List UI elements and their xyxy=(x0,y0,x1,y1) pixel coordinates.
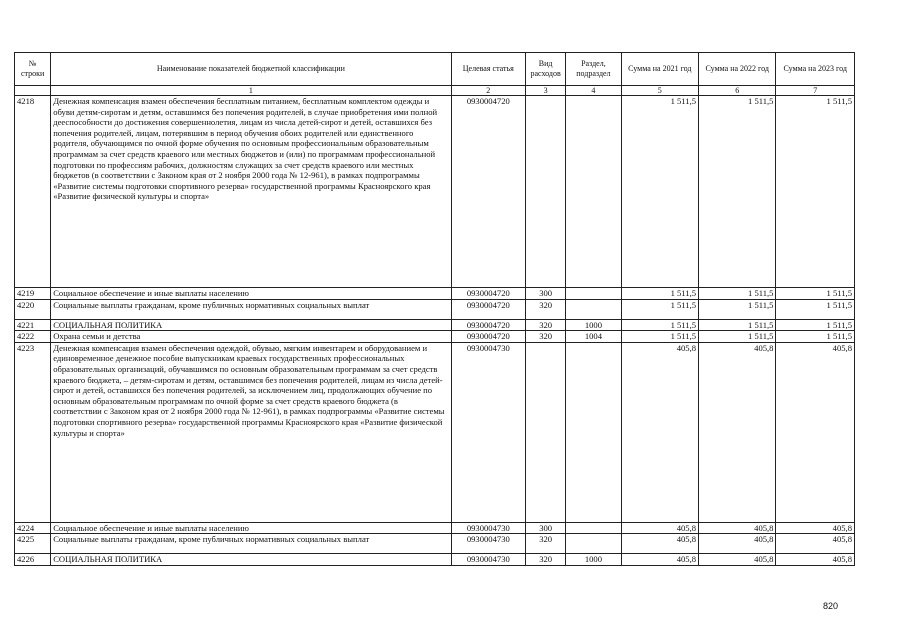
row-sum-2023: 1 511,5 xyxy=(776,319,855,331)
row-target: 0930004720 xyxy=(451,299,525,319)
row-sum-2022: 1 511,5 xyxy=(699,331,776,343)
row-number: 4225 xyxy=(15,534,51,554)
row-section xyxy=(566,522,621,534)
header-name: Наименование показателей бюджетной классификации xyxy=(51,53,451,86)
row-sum-2021: 1 511,5 xyxy=(621,299,698,319)
row-sum-2023: 1 511,5 xyxy=(776,288,855,300)
row-kind xyxy=(526,342,566,522)
row-number: 4220 xyxy=(15,299,51,319)
index-cell-blank xyxy=(15,86,51,96)
row-sum-2023: 405,8 xyxy=(776,554,855,566)
index-cell: 2 xyxy=(451,86,525,96)
row-kind: 320 xyxy=(526,331,566,343)
row-sum-2022: 405,8 xyxy=(699,522,776,534)
row-sum-2022: 1 511,5 xyxy=(699,288,776,300)
row-sum-2023: 1 511,5 xyxy=(776,96,855,288)
row-sum-2021: 1 511,5 xyxy=(621,288,698,300)
row-kind: 320 xyxy=(526,299,566,319)
row-name: Социальное обеспечение и иные выплаты населению xyxy=(51,288,451,300)
header-section: Раздел, подраздел xyxy=(566,53,621,86)
row-name: Социальное обеспечение и иные выплаты населению xyxy=(51,522,451,534)
row-sum-2022: 1 511,5 xyxy=(699,319,776,331)
row-name: Социальные выплаты гражданам, кроме публичных нормативных социальных выплат xyxy=(51,299,451,319)
row-sum-2022: 1 511,5 xyxy=(699,299,776,319)
row-sum-2022: 405,8 xyxy=(699,554,776,566)
row-kind: 300 xyxy=(526,288,566,300)
index-cell: 1 xyxy=(51,86,451,96)
row-sum-2023: 405,8 xyxy=(776,522,855,534)
index-cell: 3 xyxy=(526,86,566,96)
index-cell: 5 xyxy=(621,86,698,96)
row-sum-2023: 405,8 xyxy=(776,534,855,554)
row-sum-2021: 1 511,5 xyxy=(621,96,698,288)
header-sum-2021: Сумма на 2021 год xyxy=(621,53,698,86)
row-kind xyxy=(526,96,566,288)
row-kind: 320 xyxy=(526,554,566,566)
header-sum-2023: Сумма на 2023 год xyxy=(776,53,855,86)
table-row xyxy=(15,342,855,522)
header-sum-2022: Сумма на 2022 год xyxy=(699,53,776,86)
table-row xyxy=(15,534,855,554)
table-row xyxy=(15,96,855,288)
row-sum-2021: 1 511,5 xyxy=(621,319,698,331)
index-cell: 7 xyxy=(776,86,855,96)
row-name: Социальные выплаты гражданам, кроме публичных нормативных социальных выплат xyxy=(51,534,451,554)
row-number: 4224 xyxy=(15,522,51,534)
row-kind: 320 xyxy=(526,534,566,554)
index-cell: 4 xyxy=(566,86,621,96)
header-row xyxy=(15,53,855,86)
table-row xyxy=(15,522,855,534)
row-sum-2023: 1 511,5 xyxy=(776,331,855,343)
row-target: 0930004720 xyxy=(451,288,525,300)
row-section: 1000 xyxy=(566,554,621,566)
row-section xyxy=(566,288,621,300)
row-sum-2023: 1 511,5 xyxy=(776,299,855,319)
row-sum-2021: 405,8 xyxy=(621,522,698,534)
row-target: 0930004730 xyxy=(451,534,525,554)
budget-table xyxy=(14,52,855,566)
row-sum-2022: 1 511,5 xyxy=(699,96,776,288)
table-row xyxy=(15,288,855,300)
row-sum-2023: 405,8 xyxy=(776,342,855,522)
row-section: 1004 xyxy=(566,331,621,343)
index-cell: 6 xyxy=(699,86,776,96)
row-sum-2021: 405,8 xyxy=(621,534,698,554)
row-name: СОЦИАЛЬНАЯ ПОЛИТИКА xyxy=(51,319,451,331)
row-number: 4221 xyxy=(15,319,51,331)
row-sum-2021: 1 511,5 xyxy=(621,331,698,343)
header-row-no: № строки xyxy=(15,53,51,86)
row-target: 0930004720 xyxy=(451,96,525,288)
row-target: 0930004720 xyxy=(451,331,525,343)
row-section xyxy=(566,96,621,288)
row-sum-2021: 405,8 xyxy=(621,342,698,522)
column-index-row xyxy=(15,86,855,96)
row-section xyxy=(566,342,621,522)
table-row xyxy=(15,319,855,331)
row-section xyxy=(566,299,621,319)
row-number: 4219 xyxy=(15,288,51,300)
row-kind: 320 xyxy=(526,319,566,331)
row-number: 4218 xyxy=(15,96,51,288)
row-sum-2022: 405,8 xyxy=(699,342,776,522)
row-sum-2022: 405,8 xyxy=(699,534,776,554)
header-kind: Вид расходов xyxy=(526,53,566,86)
row-target: 0930004730 xyxy=(451,522,525,534)
row-number: 4223 xyxy=(15,342,51,522)
row-name: Охрана семьи и детства xyxy=(51,331,451,343)
page-number: 820 xyxy=(822,601,838,611)
row-number: 4226 xyxy=(15,554,51,566)
row-sum-2021: 405,8 xyxy=(621,554,698,566)
row-name: СОЦИАЛЬНАЯ ПОЛИТИКА xyxy=(51,554,451,566)
table-row xyxy=(15,331,855,343)
row-number: 4222 xyxy=(15,331,51,343)
row-target: 0930004730 xyxy=(451,554,525,566)
row-section: 1000 xyxy=(566,319,621,331)
row-target: 0930004730 xyxy=(451,342,525,522)
row-target: 0930004720 xyxy=(451,319,525,331)
table-row xyxy=(15,554,855,566)
row-name: Денежная компенсация взамен обеспечения бесплатным питанием, бесплатным комплектом одежды и обуви детям-сиротам и детям, оставшимся без попечения родителей, в случае приобретения ими полной дееспособности до достижения совершеннолетия, лицам из числа детей-сирот и детей, оставшихся без попечения родителей, лицам, потерявшим в период обучения обоих родителей или единственного родителя, обучающимся по очной форме обучения по основным профессиональным образовательным программам за счет средств краевого или местных бюджетов и (или) по программам профессиональной подготовки по профессиям рабочих, должностям служащих за счет средств краевого или местных бюджетов (в соответствии с Законом края от 2 ноября 2000 года № 12-961), в рамках подпрограммы «Развитие системы подготовки спортивного резерва» государственной программы Красноярского края «Развитие физической культуры и спорта» xyxy=(51,96,451,288)
row-section xyxy=(566,534,621,554)
header-target: Целевая статья xyxy=(451,53,525,86)
row-name: Денежная компенсация взамен обеспечения одеждой, обувью, мягким инвентарем и оборудованием и единовременное денежное пособие выпускникам краевых государственных профессиональных образовательных организаций, обучавшимся по основным образовательным программам за счет средств краевого бюджета, – детям-сиротам и детям, оставшимся без попечения родителей, лицам из числа детей-сирот и детей, оставшихся без попечения родителей, за исключением лиц, продолжающих обучение по основным образовательным программам по очной форме за счет средств краевого бюджета (в соответствии с Законом края от 2 ноября 2000 года № 12-961), в рамках подпрограммы «Развитие системы подготовки спортивного резерва» государственной программы Красноярского края «Развитие физической культуры и спорта» xyxy=(51,342,451,522)
row-kind: 300 xyxy=(526,522,566,534)
table-row xyxy=(15,299,855,319)
